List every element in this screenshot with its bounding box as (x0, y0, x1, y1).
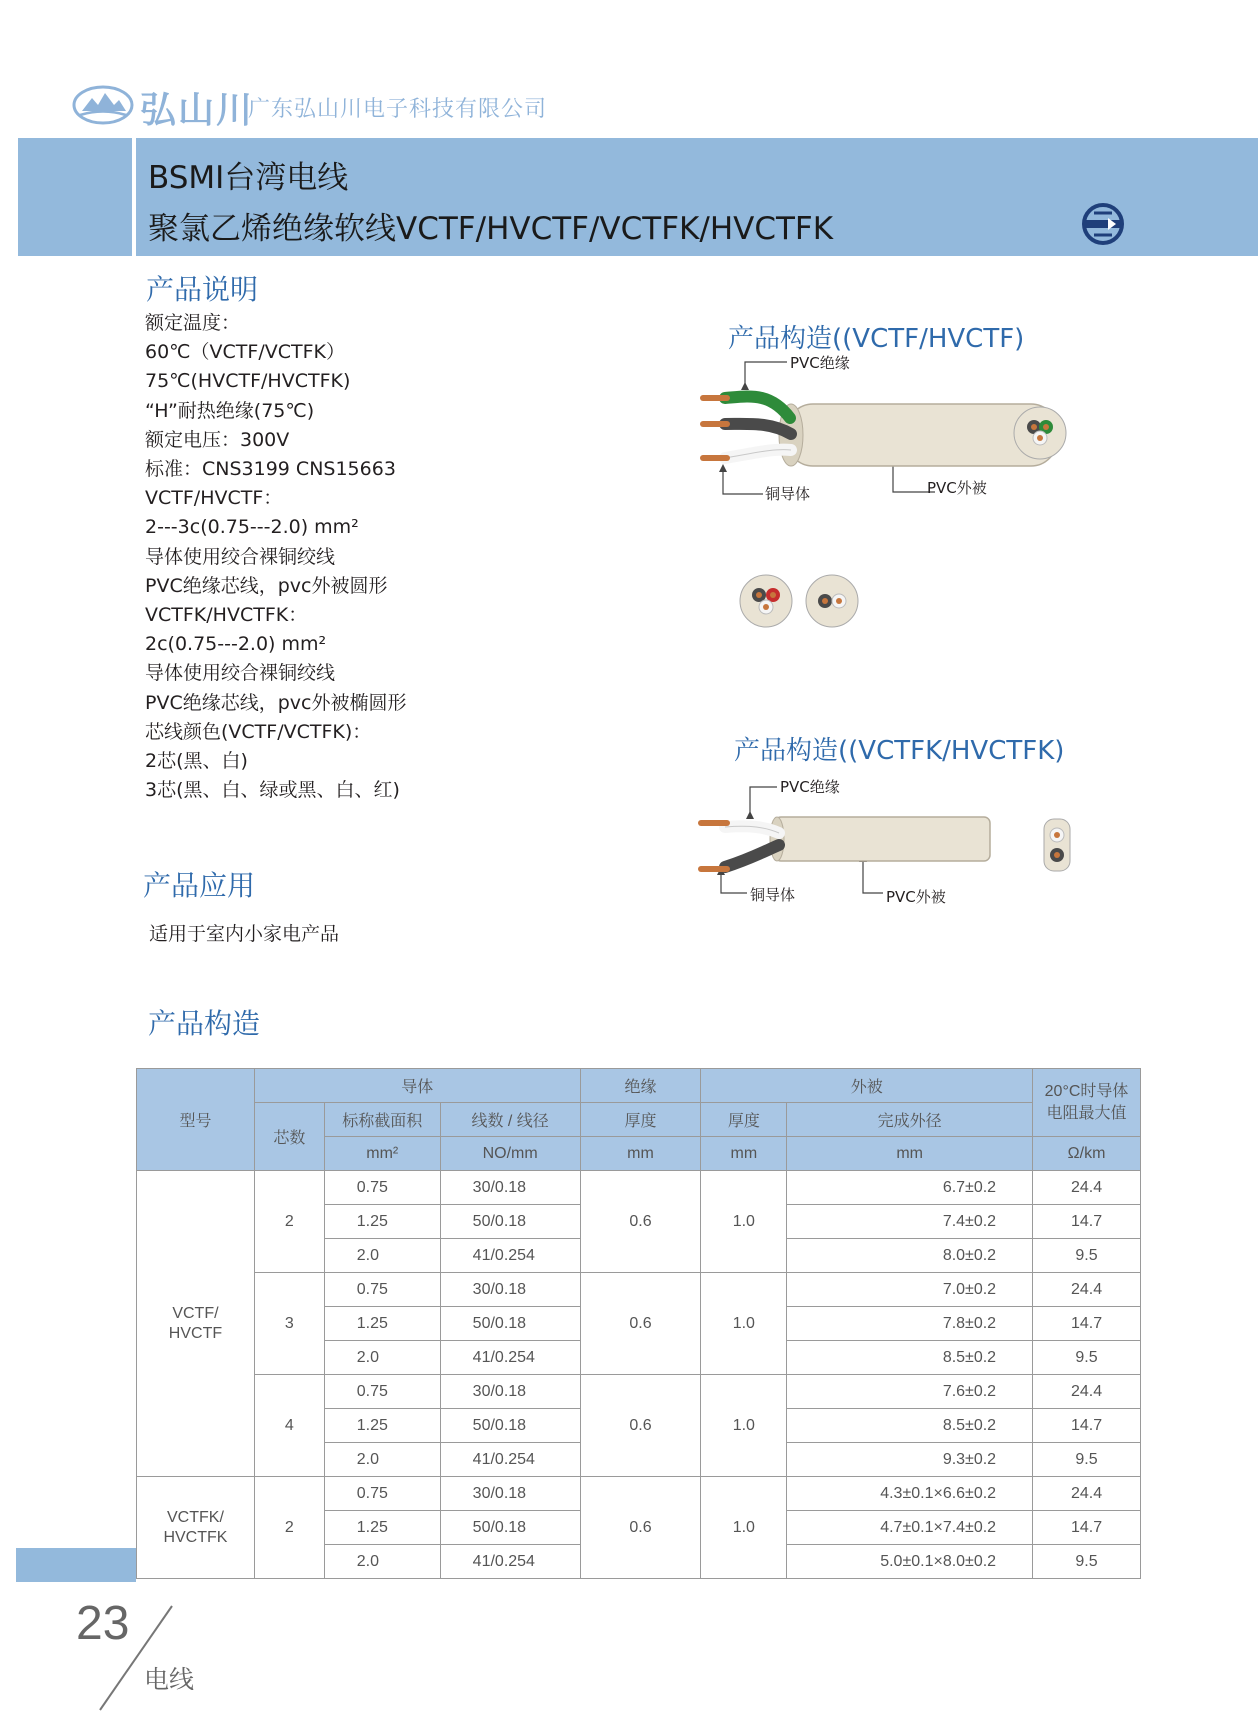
description-line: 导体使用绞合裸铜绞线 (145, 662, 336, 685)
insulation-cell: 0.6 (580, 1375, 701, 1477)
res-cell: 24.4 (1033, 1273, 1141, 1307)
strands-cell: 30/0.18 (440, 1477, 580, 1511)
header-cores: 芯数 (254, 1103, 324, 1171)
description-line: PVC绝缘芯线，pvc外被椭圆形 (145, 691, 407, 714)
footer-band (16, 1548, 136, 1582)
area-cell: 2.0 (324, 1443, 440, 1477)
area-cell: 1.25 (324, 1205, 440, 1239)
description-line: 导体使用绞合裸铜绞线 (145, 545, 336, 568)
sheath-cell: 1.0 (701, 1171, 787, 1273)
strands-cell: 30/0.18 (440, 1273, 580, 1307)
od-cell: 9.3±0.2 (787, 1443, 1033, 1477)
model-cell (137, 1477, 255, 1579)
description-line: 3芯(黑、白、绿或黑、白、红) (145, 779, 400, 802)
header-sh-thickness: 厚度 (701, 1103, 787, 1137)
header-ins-thickness: 厚度 (580, 1103, 701, 1137)
brand-name: 弘山川 (140, 90, 255, 131)
description-line: 额定电压：300V (145, 428, 290, 451)
od-cell: 7.4±0.2 (787, 1205, 1033, 1239)
model-line: HVCTF (168, 1324, 223, 1342)
strands-cell: 41/0.254 (440, 1545, 580, 1579)
description-heading: 产品说明 (146, 273, 259, 306)
cores-cell: 2 (254, 1477, 324, 1579)
strands-cell: 50/0.18 (440, 1205, 580, 1239)
description-line: 标准：CNS3199 CNS15663 (145, 458, 396, 481)
cores-cell: 4 (254, 1375, 324, 1477)
strands-cell: 30/0.18 (440, 1171, 580, 1205)
application-heading: 产品应用 (143, 869, 256, 902)
od-cell: 8.5±0.2 (787, 1409, 1033, 1443)
description-line: 2---3c(0.75---2.0) mm² (145, 516, 359, 539)
strands-cell: 50/0.18 (440, 1511, 580, 1545)
page-number: 23 (76, 1597, 130, 1650)
spec-table (136, 1068, 1141, 1579)
area-cell: 0.75 (324, 1375, 440, 1409)
od-cell: 4.3±0.1×6.6±0.2 (787, 1477, 1033, 1511)
sheath-cell: 1.0 (701, 1477, 787, 1579)
strands-cell: 41/0.254 (440, 1443, 580, 1477)
page-subtitle: 聚氯乙烯绝缘软线VCTF/HVCTF/VCTFK/HVCTFK (148, 211, 834, 247)
company-name: 广东弘山川电子科技有限公司 (248, 97, 548, 122)
strands-cell: 30/0.18 (440, 1375, 580, 1409)
model-line: VCTFK/ (167, 1508, 224, 1526)
model-line: HVCTFK (163, 1528, 228, 1546)
header-sheath: 外被 (701, 1069, 1033, 1103)
res-cell: 14.7 (1033, 1409, 1141, 1443)
od-cell: 8.5±0.2 (787, 1341, 1033, 1375)
unit-res: Ω/km (1033, 1137, 1141, 1171)
od-cell: 7.6±0.2 (787, 1375, 1033, 1409)
diagram1-sheath-label: PVC外被 (927, 479, 987, 497)
res-cell: 9.5 (1033, 1341, 1141, 1375)
res-cell: 14.7 (1033, 1307, 1141, 1341)
flat-cable-illustration (695, 775, 1005, 905)
description-body (145, 309, 625, 805)
unit-strands: NO/mm (440, 1137, 580, 1171)
insulation-cell: 0.6 (580, 1273, 701, 1375)
description-line: 芯线颜色(VCTF/VCTFK)： (145, 720, 372, 743)
unit-sh: mm (701, 1137, 787, 1171)
res-cell: 24.4 (1033, 1375, 1141, 1409)
header-model: 型号 (137, 1069, 255, 1171)
diagram2-sheath-label: PVC外被 (886, 888, 946, 906)
description-line: “H”耐热绝缘(75℃) (145, 399, 315, 422)
table-row (137, 1375, 1141, 1409)
round-3core-red-cross-section (738, 573, 794, 629)
header-resistance: 20°C时导体电阻最大值 (1033, 1069, 1141, 1137)
company-logo-icon (72, 84, 134, 126)
bsmi-cert-icon (1080, 201, 1126, 247)
strands-cell: 41/0.254 (440, 1341, 580, 1375)
diagram2-conductor-label: 铜导体 (750, 886, 796, 904)
unit-area: mm² (324, 1137, 440, 1171)
page-category: 电线 (144, 1665, 195, 1694)
area-cell: 1.25 (324, 1307, 440, 1341)
od-cell: 7.8±0.2 (787, 1307, 1033, 1341)
cores-cell: 2 (254, 1171, 324, 1273)
res-cell: 9.5 (1033, 1239, 1141, 1273)
unit-od: mm (787, 1137, 1033, 1171)
table-row (137, 1477, 1141, 1511)
header-strands: 线数 / 线径 (440, 1103, 580, 1137)
model-cell (137, 1171, 255, 1477)
model-line: VCTF/ (172, 1304, 219, 1322)
header-conductor: 导体 (254, 1069, 580, 1103)
description-line: PVC绝缘芯线，pvc外被圆形 (145, 574, 388, 597)
header-insulation: 绝缘 (580, 1069, 701, 1103)
area-cell: 1.25 (324, 1409, 440, 1443)
res-cell: 14.7 (1033, 1205, 1141, 1239)
diagram1-conductor-label: 铜导体 (765, 485, 811, 503)
od-cell: 8.0±0.2 (787, 1239, 1033, 1273)
diagram2-insulation-label: PVC绝缘 (780, 778, 840, 796)
od-cell: 5.0±0.1×8.0±0.2 (787, 1545, 1033, 1579)
strands-cell: 50/0.18 (440, 1409, 580, 1443)
unit-ins: mm (580, 1137, 701, 1171)
res-cell: 9.5 (1033, 1443, 1141, 1477)
area-cell: 2.0 (324, 1341, 440, 1375)
diagram2-title: 产品构造((VCTFK/HVCTFK) (734, 736, 1065, 766)
description-line: 75℃(HVCTF/HVCTFK) (145, 370, 351, 393)
area-cell: 0.75 (324, 1171, 440, 1205)
description-line: VCTFK/HVCTFK： (145, 604, 308, 627)
strands-cell: 50/0.18 (440, 1307, 580, 1341)
table-row (137, 1171, 1141, 1205)
construction-heading: 产品构造 (148, 1007, 261, 1040)
description-line: 2c(0.75---2.0) mm² (145, 633, 327, 656)
description-line: VCTF/HVCTF： (145, 487, 283, 510)
area-cell: 2.0 (324, 1545, 440, 1579)
application-text: 适用于室内小家电产品 (149, 923, 340, 945)
description-line: 2芯(黑、白) (145, 750, 248, 773)
area-cell: 1.25 (324, 1511, 440, 1545)
strands-cell: 41/0.254 (440, 1239, 580, 1273)
res-cell: 14.7 (1033, 1511, 1141, 1545)
od-cell: 7.0±0.2 (787, 1273, 1033, 1307)
page-title: BSMI台湾电线 (148, 160, 349, 196)
res-cell: 24.4 (1033, 1477, 1141, 1511)
header-outer-dia: 完成外径 (787, 1103, 1033, 1137)
round-3core-cross-section (1012, 405, 1068, 461)
diagram1-title: 产品构造((VCTF/HVCTF) (728, 324, 1025, 354)
cores-cell: 3 (254, 1273, 324, 1375)
flat-2core-cross-section (1042, 817, 1072, 873)
round-2core-cross-section (804, 573, 860, 629)
od-cell: 6.7±0.2 (787, 1171, 1033, 1205)
table-row (137, 1273, 1141, 1307)
description-line: 额定温度： (145, 312, 241, 334)
diagram1-insulation-label: PVC绝缘 (790, 354, 850, 372)
insulation-cell: 0.6 (580, 1477, 701, 1579)
sheath-cell: 1.0 (701, 1375, 787, 1477)
area-cell: 0.75 (324, 1273, 440, 1307)
header-area: 标称截面积 (324, 1103, 440, 1137)
res-cell: 24.4 (1033, 1171, 1141, 1205)
od-cell: 4.7±0.1×7.4±0.2 (787, 1511, 1033, 1545)
res-cell: 9.5 (1033, 1545, 1141, 1579)
description-line: 60℃（VCTF/VCTFK） (145, 341, 345, 364)
insulation-cell: 0.6 (580, 1171, 701, 1273)
sheath-cell: 1.0 (701, 1273, 787, 1375)
area-cell: 0.75 (324, 1477, 440, 1511)
area-cell: 2.0 (324, 1239, 440, 1273)
title-band-left (18, 138, 132, 256)
